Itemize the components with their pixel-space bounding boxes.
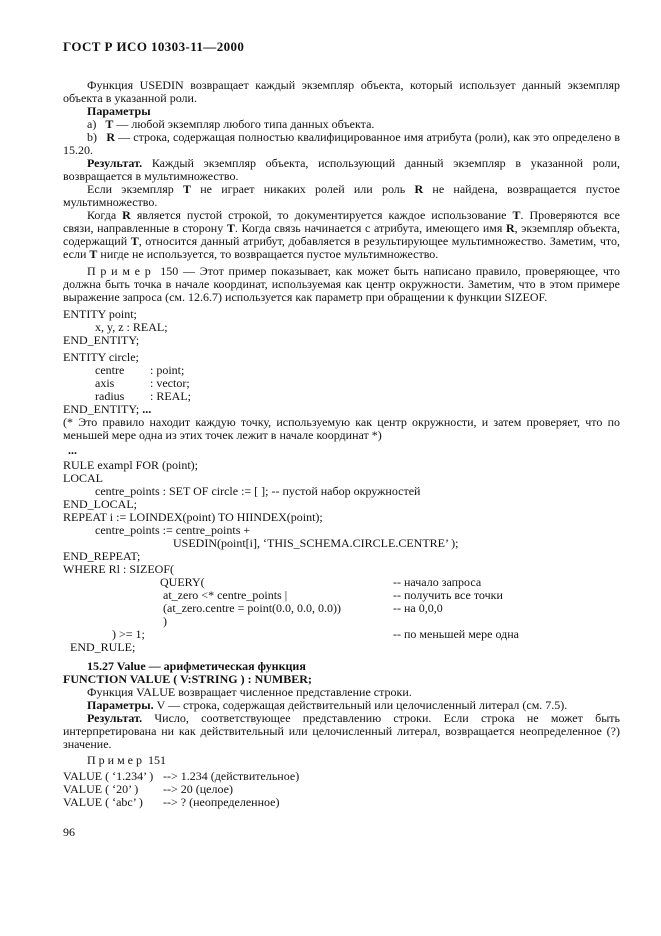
page-number: 96 (63, 825, 75, 839)
code-value-int (63, 783, 620, 796)
text-run: VALUE ( ‘1.234’ ) (63, 769, 154, 783)
code-usedin-call (63, 537, 620, 550)
text-run: П р и м е р 151 (87, 753, 167, 767)
document-header: ГОСТ Р ИСО 10303-11—2000 (63, 39, 245, 54)
text-run: centre (95, 363, 125, 377)
text-run-bold: Параметры (87, 104, 151, 118)
text-run: Когда (87, 208, 123, 222)
text-run-bold: R (106, 130, 116, 144)
para-example-151 (63, 754, 620, 767)
text-run-bold: R (122, 208, 131, 222)
text-run: : point; (150, 363, 185, 377)
text-run: V — строка, содержащая действительный или целочисленный литерал (см. 7.5). (153, 698, 568, 712)
code-centre-points-decl (63, 485, 620, 498)
text-run-bold: Т (89, 247, 98, 261)
text-run: ENTITY circle; (63, 350, 139, 364)
text-run: QUERY( (160, 575, 205, 589)
text-run: ) >= 1; (112, 627, 145, 641)
text-run: radius (95, 389, 125, 403)
text-run-bold: Т (512, 208, 521, 222)
text-run-bold: R (414, 182, 424, 196)
text-run-bold: Параметры. (87, 698, 154, 712)
text-run: centre_points : SET OF circle := [ ]; -- пустой набор окружностей (95, 484, 421, 498)
code-value-undef (63, 796, 620, 809)
code-end-rule (63, 641, 620, 654)
text-run-bold: 15.27 Value — арифметическая функция (87, 659, 306, 673)
text-run: END_ENTITY; (63, 402, 143, 416)
text-run: . Когда связь начинается с атрибута, имеющего имя (234, 221, 506, 235)
text-run: x, y, z : REAL; (95, 320, 168, 334)
code-sizeof-close (63, 628, 620, 641)
text-run: b) (87, 130, 107, 144)
text-run-bold: FUNCTION VALUE ( V:STRING ) : NUMBER; (63, 672, 312, 686)
code-rule-head (63, 459, 620, 472)
text-run-bold: ... (68, 443, 77, 457)
text-run: -- получить все точки (393, 588, 503, 602)
code-circle-axis (63, 377, 620, 390)
text-run: VALUE ( ‘20’ ) (63, 782, 139, 796)
text-run-bold: ... (142, 402, 152, 416)
text-run: USEDIN(point[i], ‘THIS_SCHEMA.CIRCLE.CENTRE’ ); (173, 536, 459, 550)
text-run: не играет никаких ролей или роль (191, 182, 415, 196)
text-run: не найдена, возвращается пустое мультимножество. (63, 182, 621, 209)
para-no-roles (63, 183, 620, 209)
text-run: является пустой строкой, то документируется каждое использование (130, 208, 513, 222)
code-query-source (63, 589, 620, 602)
text-run: --> 1.234 (действительное) (163, 769, 300, 783)
text-run: END_REPEAT; (63, 549, 141, 563)
code-where (63, 563, 620, 576)
text-run: -- на 0,0,0 (393, 601, 443, 615)
text-run: ENTITY point; (63, 307, 137, 321)
text-run: : REAL; (150, 389, 191, 403)
text-run: (* Это правило находит каждую точку, используемую как центр окружности, и затем проверяет, что по меньшей мере одна из этих точек лежит в начале координат *) (63, 415, 620, 442)
para-example-150 (63, 265, 620, 304)
text-run-bold: Результат. (87, 711, 143, 725)
code-query-close (63, 615, 620, 628)
text-run: : vector; (150, 376, 190, 390)
text-run: — строка, содержащая полностью квалифицированное имя атрибута (роли), как это определено в 15.20. (63, 130, 620, 157)
text-run: , относится данный атрибут, добавляется в результирующее мультимножество. Заметим, что, если (63, 234, 620, 261)
ellipsis-line (63, 444, 620, 457)
text-run: --> 20 (целое) (163, 782, 233, 796)
text-run-bold: Т (130, 234, 139, 248)
text-run: centre_points := centre_points + (95, 523, 251, 537)
document-body (63, 79, 620, 809)
text-run: a) (87, 117, 106, 131)
para-rule-comment (63, 416, 620, 442)
text-run: , экземпляр объекта, содержащий (63, 221, 620, 248)
text-run: (at_zero.centre = point(0.0, 0.0, 0.0)) (163, 601, 342, 615)
code-entity-circle (63, 351, 620, 364)
text-run-bold: R (505, 221, 515, 235)
text-run: --> ? (неопределенное) (163, 795, 280, 809)
para-value-result (63, 712, 620, 751)
text-run: Если экземпляр (87, 182, 183, 196)
code-end-entity-point (63, 334, 620, 347)
text-run: END_LOCAL; (63, 497, 137, 511)
text-run: Каждый экземпляр объекта, использующий данный экземпляр в указанной роли, возвращается в мультимножество. (63, 156, 620, 183)
text-run: LOCAL (63, 471, 103, 485)
code-value-real (63, 770, 620, 783)
text-run-bold: Т (105, 117, 114, 131)
code-point-attrs (63, 321, 620, 334)
para-result-usedin (63, 157, 620, 183)
para-empty-string (63, 209, 620, 261)
text-run: END_ENTITY; (63, 333, 140, 347)
list-item-b (63, 131, 620, 157)
code-circle-centre (63, 364, 620, 377)
text-run: -- по меньшей мере одна (393, 627, 519, 641)
para-usedin-desc (63, 79, 620, 105)
text-run: VALUE ( ‘abc’ ) (63, 795, 143, 809)
text-run: axis (95, 376, 115, 390)
text-run-bold: Т (182, 182, 191, 196)
text-run: П р и м е р 150 — Этот пример показывает, как может быть написано правило, проверяющее, что должна быть точка в начале координат, используемая как центр окружности. Заметим, что в этом примере выражение запроса (см. 12.6.7) используется как параметр при обращении к функции SIZEOF. (63, 264, 620, 304)
text-run: at_zero <* centre_points | (163, 588, 288, 602)
text-run: REPEAT i := LOINDEX(point) TO HIINDEX(point); (63, 510, 323, 524)
text-run-bold: Результат. (87, 156, 143, 170)
text-run: WHERE Rl : SIZEOF( (63, 562, 174, 576)
text-run: — любой экземпляр любого типа данных объекта. (113, 117, 375, 131)
text-run: ) (163, 614, 167, 628)
text-run: Функция USEDIN возвращает каждый экземпляр объекта, который использует данный экземпляр объекта в указанной роли. (63, 78, 620, 105)
code-query-open (63, 576, 620, 589)
text-run: Число, соответствующее представлению строки. Если строка не может быть интерпретирована ни как действительный или целочисленный литерал, возвращается неопределенное (?) значение. (63, 711, 620, 751)
code-query-cond (63, 602, 620, 615)
text-run: нигде не используется, то возвращается пустое мультимножество. (97, 247, 439, 261)
text-run: END_RULE; (70, 640, 136, 654)
text-run: . Проверяются все связи, направленные в сторону (63, 208, 621, 235)
text-run: Функция VALUE возвращает численное представление строки. (87, 685, 412, 699)
text-run-bold: Т (226, 221, 235, 235)
text-run: RULE exampl FOR (point); (63, 458, 198, 472)
text-run: -- начало запроса (393, 575, 482, 589)
